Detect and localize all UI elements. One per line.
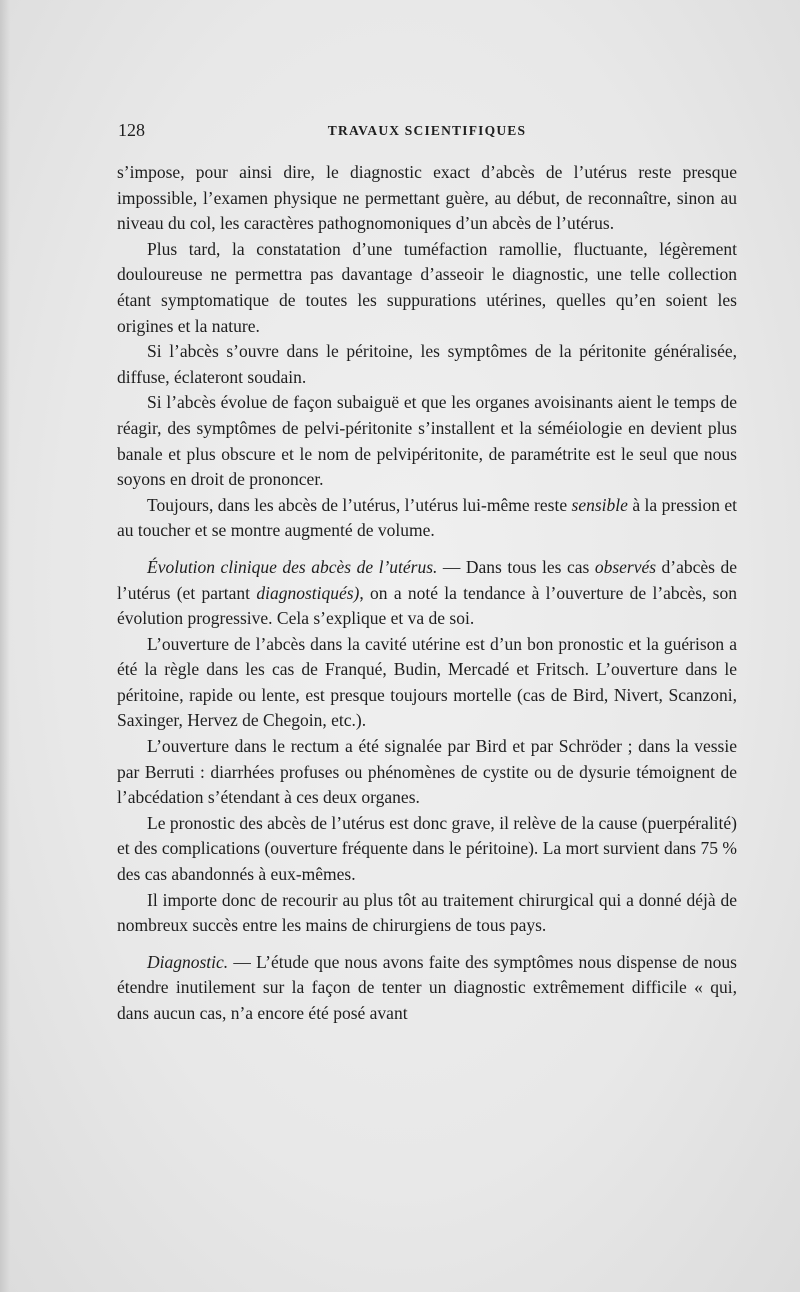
section-paragraph <box>117 950 737 1027</box>
paragraph: s’impose, pour ainsi dire, le diagnostic exact d’abcès de l’utérus reste presque impossible, l’examen physique ne permettant guère, au début, de reconnaître, sinon au niveau du col, les caractères pathognomoniques d’un abcès de l’utérus. <box>117 162 737 234</box>
paragraph: Plus tard, la constatation d’une tuméfaction ramollie, fluctuante, légèrement douloureuse ne permettra pas davantage d’asseoir le diagnostic, une telle collection étant symptomatique de toutes les suppurations utérines, quelles qu’en soient les origines et la nature. <box>117 238 737 336</box>
emphasis: observés <box>594 556 657 577</box>
paragraph: Si l’abcès s’ouvre dans le péritoine, les symptômes de la péritonite généralisée, diffuse, éclateront soudain. <box>117 341 737 387</box>
section-paragraph <box>117 555 737 632</box>
emphasis: diagnostiqués) <box>256 582 360 603</box>
paragraph: Si l’abcès évolue de façon subaiguë et que les organes avoisinants aient le temps de réagir, des symptômes de pelvi-péritonite s’installent et la séméiologie en devient plus banale et plus obscure et le nom de pelvipéritonite, de paramétrite est le seul que nous soyons en droit de prononcer. <box>117 392 737 490</box>
page-header <box>118 120 736 144</box>
paragraph: Le pronostic des abcès de l’utérus est donc grave, il relève de la cause (puerpéralité) et des complications (ouverture fréquente dans le péritoine). La mort survient dans 75 % des cas abandonnés à eux-mêmes. <box>117 812 737 885</box>
emphasis: sensible <box>571 494 628 515</box>
paragraph: Il importe donc de recourir au plus tôt au traitement chirurgical qui a donné déjà de nombreux succès entre les mains de chirurgiens de tous pays. <box>117 889 737 936</box>
paragraph: L’ouverture dans le rectum a été signalée par Bird et par Schröder ; dans la vessie par Berruti : diarrhées profuses ou phénomènes de cystite ou de dysurie témoignent de l’abcédation s’étendant à ces deux organes. <box>117 736 737 808</box>
paragraph: L’ouverture de l’abcès dans la cavité utérine est d’un bon pronostic et la guérison a été la règle dans les cas de Franqué, Budin, Mercadé et Fritsch. L’ouverture dans le péritoine, rapide ou lente, est presque toujours mortelle (cas de Bird, Nivert, Scanzoni, Saxinger, Hervez de Chegoin, etc.). <box>117 633 737 731</box>
body-text <box>117 160 737 1027</box>
paragraph <box>117 493 737 544</box>
section-heading: Évolution clinique des abcès de l’utérus. <box>147 556 438 577</box>
paragraph-text: Toujours, dans les abcès de l’utérus, l’utérus lui-même reste <box>147 494 572 515</box>
paragraph-text: à la pression et au toucher et se montre augmenté de volume. <box>117 494 738 541</box>
paragraph-text: d’abcès de l’utérus (et partant <box>117 556 737 603</box>
paragraph-text: — L’étude que nous avons faite des symptômes nous dispense de nous étendre inutilement sur la façon de tenter un diagnostic extrêmement difficile « qui, dans aucun cas, n’a encore été posé avant <box>117 951 737 1023</box>
paragraph-text: , on a noté la tendance à l’ouverture de l’abcès, son évolution progressive. Cela s’explique et va de soi. <box>117 582 737 629</box>
page-number: 128 <box>118 120 145 140</box>
section-heading: Diagnostic. <box>147 951 229 972</box>
running-title: TRAVAUX SCIENTIFIQUES <box>327 123 527 138</box>
paragraph-text: — Dans tous les cas <box>437 556 595 577</box>
page-edge-shadow <box>0 0 10 1292</box>
